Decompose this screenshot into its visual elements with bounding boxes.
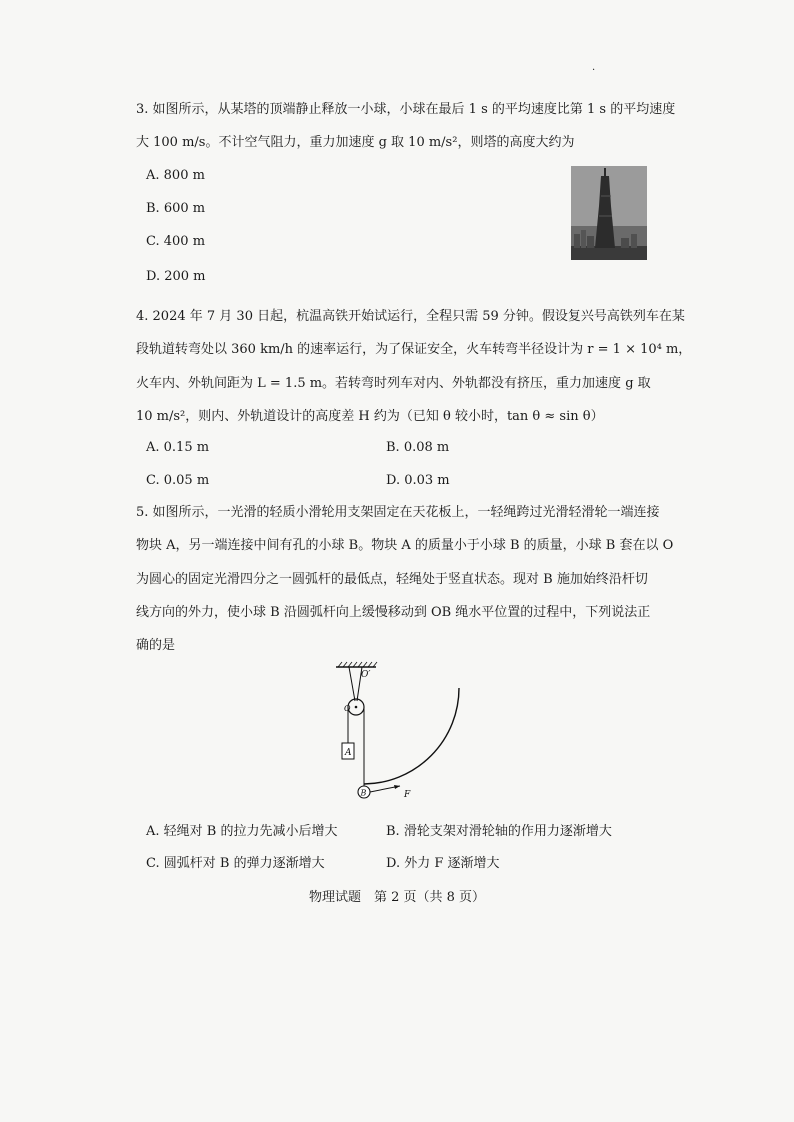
pulley-axle [355, 706, 358, 709]
force-arrowhead [394, 785, 400, 789]
q5-stem-line-5: 确的是 [136, 638, 176, 653]
q4-option-b: B. 0.08 m [386, 440, 450, 455]
label-o: O [344, 704, 351, 713]
q5-option-c: C. 圆弧杆对 B 的弹力逐渐增大 [146, 856, 325, 871]
q4-option-c: C. 0.05 m [146, 473, 210, 488]
q5-pulley-figure [320, 655, 470, 805]
bracket-left [349, 667, 355, 701]
tower-photo-image [571, 166, 647, 260]
label-b: B [360, 788, 367, 798]
page-marker: . [592, 62, 596, 73]
tower-photo [571, 166, 647, 260]
q3-stem-line-1: 3. 如图所示，从某塔的顶端静止释放一小球，小球在最后 1 s 的平均速度比第 1 s 的平均速度 [136, 102, 676, 117]
label-f: F [404, 790, 411, 800]
q5-option-d: D. 外力 F 逐渐增大 [386, 856, 500, 871]
ceiling-hatching [338, 662, 377, 667]
q5-options [146, 820, 666, 870]
q5-stem-line-4: 线方向的外力，使小球 B 沿圆弧杆向上缓慢移动到 OB 绳水平位置的过程中，下列说法正 [136, 605, 651, 620]
label-a: A [345, 748, 352, 758]
q4-option-d: D. 0.03 m [386, 473, 450, 488]
q4-stem-line-3: 火车内、外轨间距为 L = 1.5 m。若转弯时列车对内、外轨都没有挤压，重力加速度 g 取 [136, 376, 651, 391]
q5-stem-line-1: 5. 如图所示，一光滑的轻质小滑轮用支架固定在天花板上，一轻绳跨过光滑轻滑轮一端连接 [136, 505, 660, 520]
q3-stem-line-2: 大 100 m/s。不计空气阻力，重力加速度 g 取 10 m/s²，则塔的高度大约为 [136, 135, 575, 150]
q4-stem-line-2: 段轨道转弯处以 360 km/h 的速率运行，为了保证安全，火车转弯半径设计为 r = 1 × 10⁴ m， [136, 342, 692, 357]
page-footer: 物理试题 第 2 页（共 8 页） [308, 890, 486, 905]
q3-option-b: B. 600 m [146, 201, 206, 216]
q5-option-a: A. 轻绳对 B 的拉力先减小后增大 [146, 824, 338, 839]
q4-stem-line-1: 4. 2024 年 7 月 30 日起，杭温高铁开始试运行，全程只需 59 分钟。假设复兴号高铁列车在某 [136, 309, 685, 324]
q3-option-a: A. 800 m [146, 168, 205, 183]
q4-stem-line-4: 10 m/s²，则内、外轨道设计的高度差 H 约为（已知 θ 较小时，tan θ ≈ sin θ） [136, 409, 604, 424]
arc-rod [364, 688, 459, 784]
q4-option-a: A. 0.15 m [146, 440, 210, 455]
q5-stem-line-2: 物块 A，另一端连接中间有孔的小球 B。物块 A 的质量小于小球 B 的质量，小球 B 套在以 O [136, 538, 674, 553]
q3-option-d: D. 200 m [146, 269, 206, 284]
q3-option-c: C. 400 m [146, 234, 206, 249]
label-o-prime: O′ [361, 670, 371, 680]
q5-option-b: B. 滑轮支架对滑轮轴的作用力逐渐增大 [386, 824, 612, 839]
q5-stem-line-3: 为圆心的固定光滑四分之一圆弧杆的最低点，轻绳处于竖直状态。现对 B 施加始终沿杆切 [136, 572, 648, 587]
